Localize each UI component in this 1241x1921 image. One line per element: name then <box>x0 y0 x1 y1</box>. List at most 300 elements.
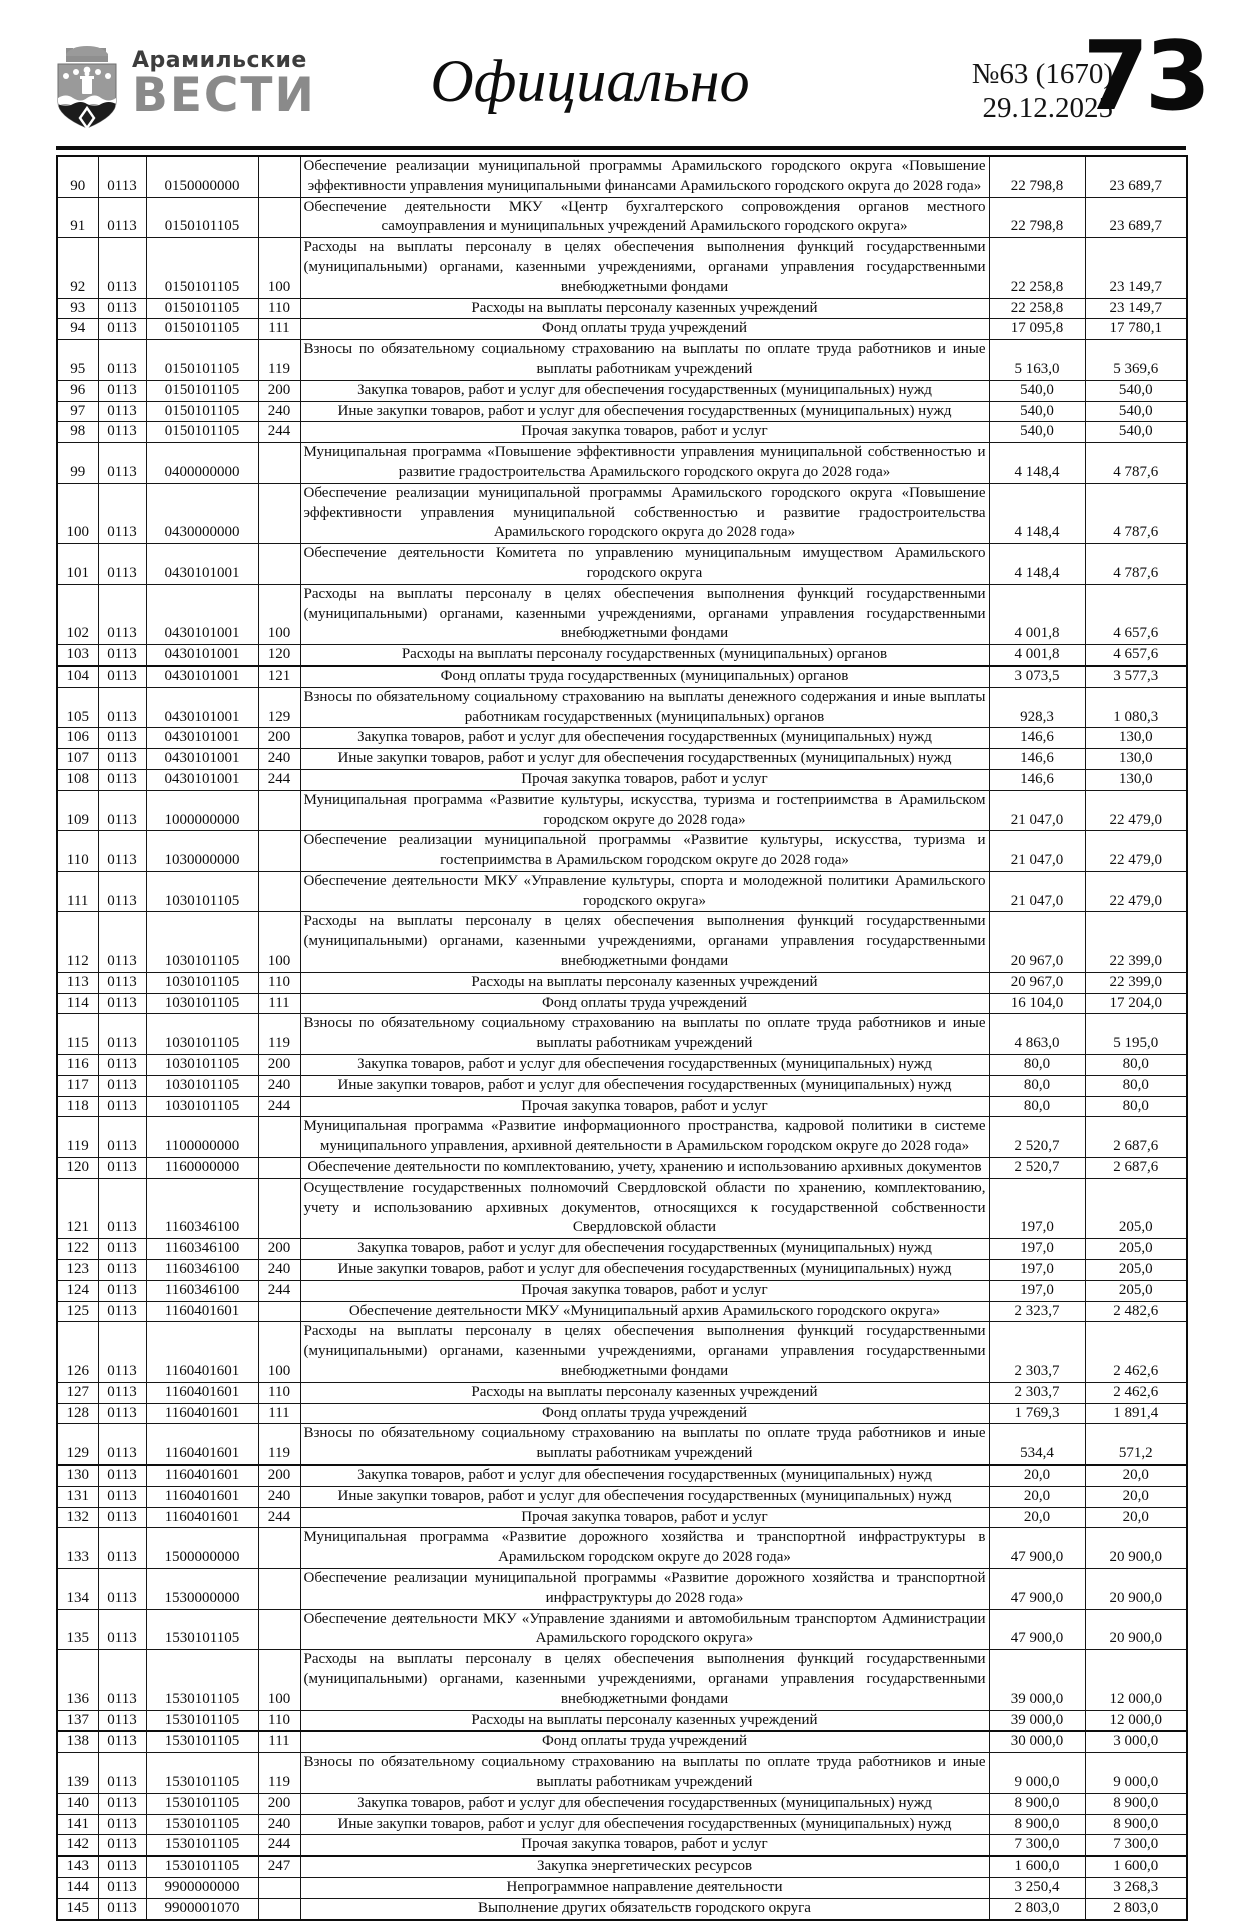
row-number: 106 <box>57 728 98 749</box>
amount-first-year: 2 803,0 <box>989 1898 1085 1919</box>
table-row <box>57 1260 1187 1281</box>
expense-name: Закупка товаров, работ и услуг для обеспечения государственных (муниципальных) нужд <box>300 1465 989 1486</box>
expense-name: Прочая закупка товаров, работ и услуг <box>300 1835 989 1856</box>
expense-type-code: 244 <box>258 422 300 443</box>
row-number: 117 <box>57 1075 98 1096</box>
table-row <box>57 443 1187 484</box>
section-subsection-code: 0113 <box>98 1609 146 1650</box>
table-row <box>57 831 1187 872</box>
expense-name: Обеспечение деятельности МКУ «Муниципальный архив Арамильского городского округа» <box>300 1301 989 1322</box>
expense-name: Закупка энергетических ресурсов <box>300 1856 989 1877</box>
expense-type-code: 244 <box>258 1507 300 1528</box>
amount-first-year: 2 303,7 <box>989 1382 1085 1403</box>
target-article-code: 1160000000 <box>146 1158 258 1179</box>
table-row <box>57 1609 1187 1650</box>
expense-type-code: 119 <box>258 1753 300 1794</box>
amount-first-year: 2 323,7 <box>989 1301 1085 1322</box>
amount-first-year: 146,6 <box>989 728 1085 749</box>
table-row <box>57 156 1187 197</box>
section-subsection-code: 0113 <box>98 380 146 401</box>
amount-second-year: 2 687,6 <box>1085 1117 1187 1158</box>
amount-second-year: 4 657,6 <box>1085 584 1187 644</box>
expense-name: Обеспечение деятельности Комитета по управлению муниципальным имуществом Арамильского городского округа <box>300 544 989 585</box>
expense-type-code: 240 <box>258 1260 300 1281</box>
amount-first-year: 1 600,0 <box>989 1856 1085 1877</box>
section-subsection-code: 0113 <box>98 1731 146 1752</box>
expense-type-code: 121 <box>258 666 300 687</box>
target-article-code: 0150101105 <box>146 319 258 340</box>
table-row <box>57 1178 1187 1238</box>
amount-first-year: 80,0 <box>989 1055 1085 1076</box>
expense-name: Закупка товаров, работ и услуг для обеспечения государственных (муниципальных) нужд <box>300 1793 989 1814</box>
expense-name: Обеспечение деятельности МКУ «Управление зданиями и автомобильным транспортом Администрации Арамильского городского округа» <box>300 1609 989 1650</box>
amount-first-year: 20,0 <box>989 1507 1085 1528</box>
expense-name: Выполнение других обязательств городского округа <box>300 1898 989 1919</box>
expense-type-code: 247 <box>258 1856 300 1877</box>
target-article-code: 1030101105 <box>146 1014 258 1055</box>
masthead-name-bottom: ВЕСТИ <box>132 68 316 123</box>
budget-table-body <box>57 156 1187 1920</box>
expense-type-code: 200 <box>258 1793 300 1814</box>
expense-name: Фонд оплаты труда учреждений <box>300 993 989 1014</box>
expense-type-code <box>258 1178 300 1238</box>
amount-second-year: 23 149,7 <box>1085 298 1187 319</box>
amount-first-year: 47 900,0 <box>989 1609 1085 1650</box>
header-divider <box>56 146 1186 150</box>
amount-second-year: 22 479,0 <box>1085 831 1187 872</box>
expense-name: Закупка товаров, работ и услуг для обеспечения государственных (муниципальных) нужд <box>300 728 989 749</box>
row-number: 142 <box>57 1835 98 1856</box>
amount-first-year: 21 047,0 <box>989 831 1085 872</box>
table-row <box>57 298 1187 319</box>
table-row <box>57 1753 1187 1794</box>
amount-second-year: 540,0 <box>1085 401 1187 422</box>
target-article-code: 0150000000 <box>146 156 258 197</box>
amount-first-year: 30 000,0 <box>989 1731 1085 1752</box>
section-subsection-code: 0113 <box>98 1014 146 1055</box>
section-subsection-code: 0113 <box>98 238 146 298</box>
amount-second-year: 8 900,0 <box>1085 1814 1187 1835</box>
expense-type-code <box>258 1877 300 1898</box>
amount-first-year: 22 798,8 <box>989 197 1085 238</box>
amount-first-year: 39 000,0 <box>989 1650 1085 1710</box>
target-article-code: 0430101001 <box>146 544 258 585</box>
section-subsection-code: 0113 <box>98 156 146 197</box>
expense-name: Расходы на выплаты персоналу казенных учреждений <box>300 1710 989 1731</box>
table-row <box>57 1650 1187 1710</box>
expense-type-code: 119 <box>258 1014 300 1055</box>
expense-name: Иные закупки товаров, работ и услуг для обеспечения государственных (муниципальных) нужд <box>300 1486 989 1507</box>
section-subsection-code: 0113 <box>98 1424 146 1465</box>
row-number: 141 <box>57 1814 98 1835</box>
target-article-code: 1160346100 <box>146 1178 258 1238</box>
expense-type-code <box>258 871 300 912</box>
target-article-code: 1530101105 <box>146 1710 258 1731</box>
row-number: 104 <box>57 666 98 687</box>
expense-type-code: 240 <box>258 1486 300 1507</box>
target-article-code: 0430101001 <box>146 687 258 728</box>
target-article-code: 1530101105 <box>146 1650 258 1710</box>
expense-name: Фонд оплаты труда учреждений <box>300 1403 989 1424</box>
section-subsection-code: 0113 <box>98 1382 146 1403</box>
table-row <box>57 422 1187 443</box>
target-article-code: 0430101001 <box>146 769 258 790</box>
amount-second-year: 20 900,0 <box>1085 1568 1187 1609</box>
amount-first-year: 39 000,0 <box>989 1710 1085 1731</box>
amount-first-year: 47 900,0 <box>989 1528 1085 1569</box>
row-number: 133 <box>57 1528 98 1569</box>
expense-type-code <box>258 483 300 543</box>
section-subsection-code: 0113 <box>98 1898 146 1919</box>
expense-name: Расходы на выплаты персоналу казенных учреждений <box>300 298 989 319</box>
expense-type-code: 110 <box>258 972 300 993</box>
expense-type-code: 100 <box>258 238 300 298</box>
expense-type-code: 120 <box>258 645 300 666</box>
amount-second-year: 23 149,7 <box>1085 238 1187 298</box>
amount-second-year: 130,0 <box>1085 769 1187 790</box>
row-number: 143 <box>57 1856 98 1877</box>
amount-second-year: 80,0 <box>1085 1075 1187 1096</box>
amount-first-year: 21 047,0 <box>989 790 1085 831</box>
amount-first-year: 2 520,7 <box>989 1158 1085 1179</box>
target-article-code: 1030101105 <box>146 912 258 972</box>
table-row <box>57 1403 1187 1424</box>
table-row <box>57 1382 1187 1403</box>
table-row <box>57 1814 1187 1835</box>
expense-name: Закупка товаров, работ и услуг для обеспечения государственных (муниципальных) нужд <box>300 380 989 401</box>
expense-name: Обеспечение деятельности МКУ «Центр бухгалтерского сопровождения органов местного самоуправления и муниципальных учреждений Арамильского городского округа» <box>300 197 989 238</box>
expense-type-code: 200 <box>258 1055 300 1076</box>
amount-first-year: 80,0 <box>989 1096 1085 1117</box>
expense-type-code: 200 <box>258 380 300 401</box>
amount-second-year: 4 787,6 <box>1085 443 1187 484</box>
table-row <box>57 1710 1187 1731</box>
amount-second-year: 1 891,4 <box>1085 1403 1187 1424</box>
expense-name: Муниципальная программа «Повышение эффективности управления муниципальной собственностью и развитие градостроительства Арамильского городского округа до 2028 года» <box>300 443 989 484</box>
amount-first-year: 20 967,0 <box>989 912 1085 972</box>
expense-name: Обеспечение реализации муниципальной программы Арамильского городского округа «Повышение эффективности управления муниципальными финансами Арамильского городского округа до 2028 года» <box>300 156 989 197</box>
section-subsection-code: 0113 <box>98 1465 146 1486</box>
amount-second-year: 12 000,0 <box>1085 1710 1187 1731</box>
section-subsection-code: 0113 <box>98 790 146 831</box>
target-article-code: 9900000000 <box>146 1877 258 1898</box>
expense-type-code: 100 <box>258 1650 300 1710</box>
section-subsection-code: 0113 <box>98 1280 146 1301</box>
table-row <box>57 769 1187 790</box>
table-row <box>57 1239 1187 1260</box>
amount-first-year: 20 967,0 <box>989 972 1085 993</box>
amount-first-year: 17 095,8 <box>989 319 1085 340</box>
amount-first-year: 146,6 <box>989 749 1085 770</box>
expense-name: Расходы на выплаты персоналу государственных (муниципальных) органов <box>300 645 989 666</box>
row-number: 131 <box>57 1486 98 1507</box>
table-row <box>57 728 1187 749</box>
amount-second-year: 205,0 <box>1085 1178 1187 1238</box>
amount-second-year: 20,0 <box>1085 1486 1187 1507</box>
expense-name: Фонд оплаты труда учреждений <box>300 319 989 340</box>
expense-name: Обеспечение реализации муниципальной программы Арамильского городского округа «Повышение эффективности управления муниципальной собственностью и развитие градостроительства Арамильского городского округа до 2028 года» <box>300 483 989 543</box>
amount-second-year: 5 195,0 <box>1085 1014 1187 1055</box>
target-article-code: 1160401601 <box>146 1465 258 1486</box>
page-number: 73 <box>1082 22 1207 132</box>
row-number: 121 <box>57 1178 98 1238</box>
target-article-code: 1530101105 <box>146 1856 258 1877</box>
masthead-name-top: Арамильские <box>132 48 307 73</box>
row-number: 138 <box>57 1731 98 1752</box>
row-number: 124 <box>57 1280 98 1301</box>
amount-first-year: 4 148,4 <box>989 483 1085 543</box>
amount-second-year: 205,0 <box>1085 1239 1187 1260</box>
row-number: 108 <box>57 769 98 790</box>
expense-type-code <box>258 1609 300 1650</box>
row-number: 99 <box>57 443 98 484</box>
amount-first-year: 197,0 <box>989 1260 1085 1281</box>
row-number: 137 <box>57 1710 98 1731</box>
coat-of-arms-icon <box>52 46 122 130</box>
table-row <box>57 1301 1187 1322</box>
row-number: 123 <box>57 1260 98 1281</box>
section-subsection-code: 0113 <box>98 1178 146 1238</box>
amount-second-year: 7 300,0 <box>1085 1835 1187 1856</box>
table-row <box>57 319 1187 340</box>
target-article-code: 1530000000 <box>146 1568 258 1609</box>
section-subsection-code: 0113 <box>98 401 146 422</box>
amount-first-year: 4 148,4 <box>989 544 1085 585</box>
expense-name: Муниципальная программа «Развитие культуры, искусства, туризма и гостеприимства в Арамильском городском округе до 2028 года» <box>300 790 989 831</box>
section-subsection-code: 0113 <box>98 340 146 381</box>
section-subsection-code: 0113 <box>98 197 146 238</box>
row-number: 118 <box>57 1096 98 1117</box>
row-number: 120 <box>57 1158 98 1179</box>
expense-type-code <box>258 1117 300 1158</box>
section-subsection-code: 0113 <box>98 972 146 993</box>
target-article-code: 1160346100 <box>146 1239 258 1260</box>
section-subsection-code: 0113 <box>98 1055 146 1076</box>
amount-second-year: 130,0 <box>1085 749 1187 770</box>
amount-second-year: 22 479,0 <box>1085 790 1187 831</box>
row-number: 135 <box>57 1609 98 1650</box>
amount-second-year: 1 600,0 <box>1085 1856 1187 1877</box>
expense-name: Расходы на выплаты персоналу в целях обеспечения выполнения функций государственными (муниципальными) органами, казенными учреждениями, органами управления государственными внебюджетными фондами <box>300 1322 989 1382</box>
table-row <box>57 645 1187 666</box>
amount-second-year: 20 900,0 <box>1085 1528 1187 1569</box>
target-article-code: 1530101105 <box>146 1609 258 1650</box>
expense-type-code <box>258 1898 300 1919</box>
table-row <box>57 544 1187 585</box>
target-article-code: 1160401601 <box>146 1301 258 1322</box>
expense-name: Закупка товаров, работ и услуг для обеспечения государственных (муниципальных) нужд <box>300 1239 989 1260</box>
amount-first-year: 9 000,0 <box>989 1753 1085 1794</box>
table-row <box>57 1117 1187 1158</box>
expense-name: Муниципальная программа «Развитие информационного пространства, кадровой политики в системе муниципального управления, архивной деятельности в Арамильском городском округе до 2028 года» <box>300 1117 989 1158</box>
expense-type-code: 240 <box>258 401 300 422</box>
target-article-code: 0150101105 <box>146 422 258 443</box>
amount-second-year: 205,0 <box>1085 1280 1187 1301</box>
amount-second-year: 23 689,7 <box>1085 197 1187 238</box>
amount-second-year: 80,0 <box>1085 1096 1187 1117</box>
target-article-code: 0430101001 <box>146 584 258 644</box>
amount-first-year: 146,6 <box>989 769 1085 790</box>
expense-type-code: 200 <box>258 728 300 749</box>
section-subsection-code: 0113 <box>98 1239 146 1260</box>
amount-second-year: 3 000,0 <box>1085 1731 1187 1752</box>
row-number: 144 <box>57 1877 98 1898</box>
target-article-code: 0150101105 <box>146 401 258 422</box>
row-number: 119 <box>57 1117 98 1158</box>
target-article-code: 1530101105 <box>146 1793 258 1814</box>
expense-name: Закупка товаров, работ и услуг для обеспечения государственных (муниципальных) нужд <box>300 1055 989 1076</box>
target-article-code: 1160346100 <box>146 1280 258 1301</box>
row-number: 102 <box>57 584 98 644</box>
row-number: 91 <box>57 197 98 238</box>
amount-first-year: 8 900,0 <box>989 1814 1085 1835</box>
table-row <box>57 401 1187 422</box>
section-subsection-code: 0113 <box>98 1814 146 1835</box>
row-number: 114 <box>57 993 98 1014</box>
target-article-code: 0430101001 <box>146 645 258 666</box>
section-subsection-code: 0113 <box>98 1507 146 1528</box>
row-number: 103 <box>57 645 98 666</box>
table-row <box>57 1507 1187 1528</box>
section-subsection-code: 0113 <box>98 443 146 484</box>
target-article-code: 1030101105 <box>146 1075 258 1096</box>
table-row <box>57 790 1187 831</box>
target-article-code: 0400000000 <box>146 443 258 484</box>
amount-second-year: 2 462,6 <box>1085 1382 1187 1403</box>
target-article-code: 1160401601 <box>146 1424 258 1465</box>
expense-name: Расходы на выплаты персоналу казенных учреждений <box>300 1382 989 1403</box>
row-number: 140 <box>57 1793 98 1814</box>
section-subsection-code: 0113 <box>98 1793 146 1814</box>
section-subsection-code: 0113 <box>98 1710 146 1731</box>
target-article-code: 1030101105 <box>146 993 258 1014</box>
amount-first-year: 3 073,5 <box>989 666 1085 687</box>
expense-name: Иные закупки товаров, работ и услуг для обеспечения государственных (муниципальных) нужд <box>300 749 989 770</box>
row-number: 92 <box>57 238 98 298</box>
row-number: 145 <box>57 1898 98 1919</box>
amount-first-year: 928,3 <box>989 687 1085 728</box>
row-number: 125 <box>57 1301 98 1322</box>
expense-type-code: 240 <box>258 749 300 770</box>
section-subsection-code: 0113 <box>98 912 146 972</box>
section-subsection-code: 0113 <box>98 1096 146 1117</box>
expense-name: Расходы на выплаты персоналу казенных учреждений <box>300 972 989 993</box>
amount-first-year: 47 900,0 <box>989 1568 1085 1609</box>
table-row <box>57 1731 1187 1752</box>
amount-first-year: 80,0 <box>989 1075 1085 1096</box>
row-number: 126 <box>57 1322 98 1382</box>
section-subsection-code: 0113 <box>98 728 146 749</box>
row-number: 101 <box>57 544 98 585</box>
expense-name: Осуществление государственных полномочий Свердловской области по хранению, комплектованию, учету и использованию архивных документов, относящихся к государственной собственности Свердловской области <box>300 1178 989 1238</box>
amount-second-year: 3 577,3 <box>1085 666 1187 687</box>
amount-first-year: 197,0 <box>989 1280 1085 1301</box>
expense-name: Расходы на выплаты персоналу в целях обеспечения выполнения функций государственными (муниципальными) органами, казенными учреждениями, органами управления государственными внебюджетными фондами <box>300 912 989 972</box>
expense-type-code <box>258 1158 300 1179</box>
expense-type-code: 244 <box>258 1835 300 1856</box>
expense-type-code: 240 <box>258 1814 300 1835</box>
amount-second-year: 9 000,0 <box>1085 1753 1187 1794</box>
amount-first-year: 540,0 <box>989 380 1085 401</box>
table-row <box>57 1055 1187 1076</box>
amount-second-year: 4 787,6 <box>1085 544 1187 585</box>
amount-second-year: 571,2 <box>1085 1424 1187 1465</box>
expense-type-code: 129 <box>258 687 300 728</box>
row-number: 113 <box>57 972 98 993</box>
amount-first-year: 5 163,0 <box>989 340 1085 381</box>
section-subsection-code: 0113 <box>98 666 146 687</box>
expense-name: Расходы на выплаты персоналу в целях обеспечения выполнения функций государственными (муниципальными) органами, казенными учреждениями, органами управления государственными внебюджетными фондами <box>300 584 989 644</box>
amount-second-year: 17 780,1 <box>1085 319 1187 340</box>
amount-second-year: 20,0 <box>1085 1507 1187 1528</box>
row-number: 136 <box>57 1650 98 1710</box>
expense-type-code: 110 <box>258 1710 300 1731</box>
amount-first-year: 1 769,3 <box>989 1403 1085 1424</box>
row-number: 105 <box>57 687 98 728</box>
expense-name: Расходы на выплаты персоналу в целях обеспечения выполнения функций государственными (муниципальными) органами, казенными учреждениями, органами управления государственными внебюджетными фондами <box>300 238 989 298</box>
expense-name: Иные закупки товаров, работ и услуг для обеспечения государственных (муниципальных) нужд <box>300 1260 989 1281</box>
table-row <box>57 1014 1187 1055</box>
expense-name: Обеспечение деятельности по комплектованию, учету, хранению и использованию архивных документов <box>300 1158 989 1179</box>
row-number: 90 <box>57 156 98 197</box>
section-subsection-code: 0113 <box>98 1301 146 1322</box>
newspaper-masthead <box>52 46 316 130</box>
target-article-code: 1030101105 <box>146 1055 258 1076</box>
table-row <box>57 1280 1187 1301</box>
table-row <box>57 1877 1187 1898</box>
expense-type-code <box>258 790 300 831</box>
target-article-code: 0150101105 <box>146 380 258 401</box>
expense-type-code: 244 <box>258 769 300 790</box>
issue-number: №63 (1670) <box>971 58 1113 90</box>
row-number: 97 <box>57 401 98 422</box>
table-row <box>57 972 1187 993</box>
row-number: 95 <box>57 340 98 381</box>
expense-name: Иные закупки товаров, работ и услуг для обеспечения государственных (муниципальных) нужд <box>300 1814 989 1835</box>
row-number: 107 <box>57 749 98 770</box>
amount-second-year: 4 787,6 <box>1085 483 1187 543</box>
expense-name: Обеспечение реализации муниципальной программы «Развитие культуры, искусства, туризма и гостеприимства в Арамильском городском округе до 2028 года» <box>300 831 989 872</box>
amount-first-year: 20,0 <box>989 1486 1085 1507</box>
amount-first-year: 4 001,8 <box>989 645 1085 666</box>
target-article-code: 9900001070 <box>146 1898 258 1919</box>
section-subsection-code: 0113 <box>98 749 146 770</box>
expense-name: Прочая закупка товаров, работ и услуг <box>300 769 989 790</box>
amount-second-year: 8 900,0 <box>1085 1793 1187 1814</box>
expense-name: Взносы по обязательному социальному страхованию на выплаты по оплате труда работников и иные выплаты работникам учреждений <box>300 1753 989 1794</box>
section-subsection-code: 0113 <box>98 1877 146 1898</box>
row-number: 122 <box>57 1239 98 1260</box>
target-article-code: 0430101001 <box>146 666 258 687</box>
table-row <box>57 666 1187 687</box>
row-number: 110 <box>57 831 98 872</box>
amount-second-year: 22 479,0 <box>1085 871 1187 912</box>
expense-name: Прочая закупка товаров, работ и услуг <box>300 1096 989 1117</box>
amount-second-year: 2 687,6 <box>1085 1158 1187 1179</box>
section-subsection-code: 0113 <box>98 1528 146 1569</box>
expense-name: Фонд оплаты труда учреждений <box>300 1731 989 1752</box>
target-article-code: 1160346100 <box>146 1260 258 1281</box>
table-row <box>57 380 1187 401</box>
amount-second-year: 4 657,6 <box>1085 645 1187 666</box>
target-article-code: 1030000000 <box>146 831 258 872</box>
table-row <box>57 1898 1187 1919</box>
row-number: 111 <box>57 871 98 912</box>
section-subsection-code: 0113 <box>98 1835 146 1856</box>
section-subsection-code: 0113 <box>98 1753 146 1794</box>
amount-first-year: 4 863,0 <box>989 1014 1085 1055</box>
row-number: 115 <box>57 1014 98 1055</box>
